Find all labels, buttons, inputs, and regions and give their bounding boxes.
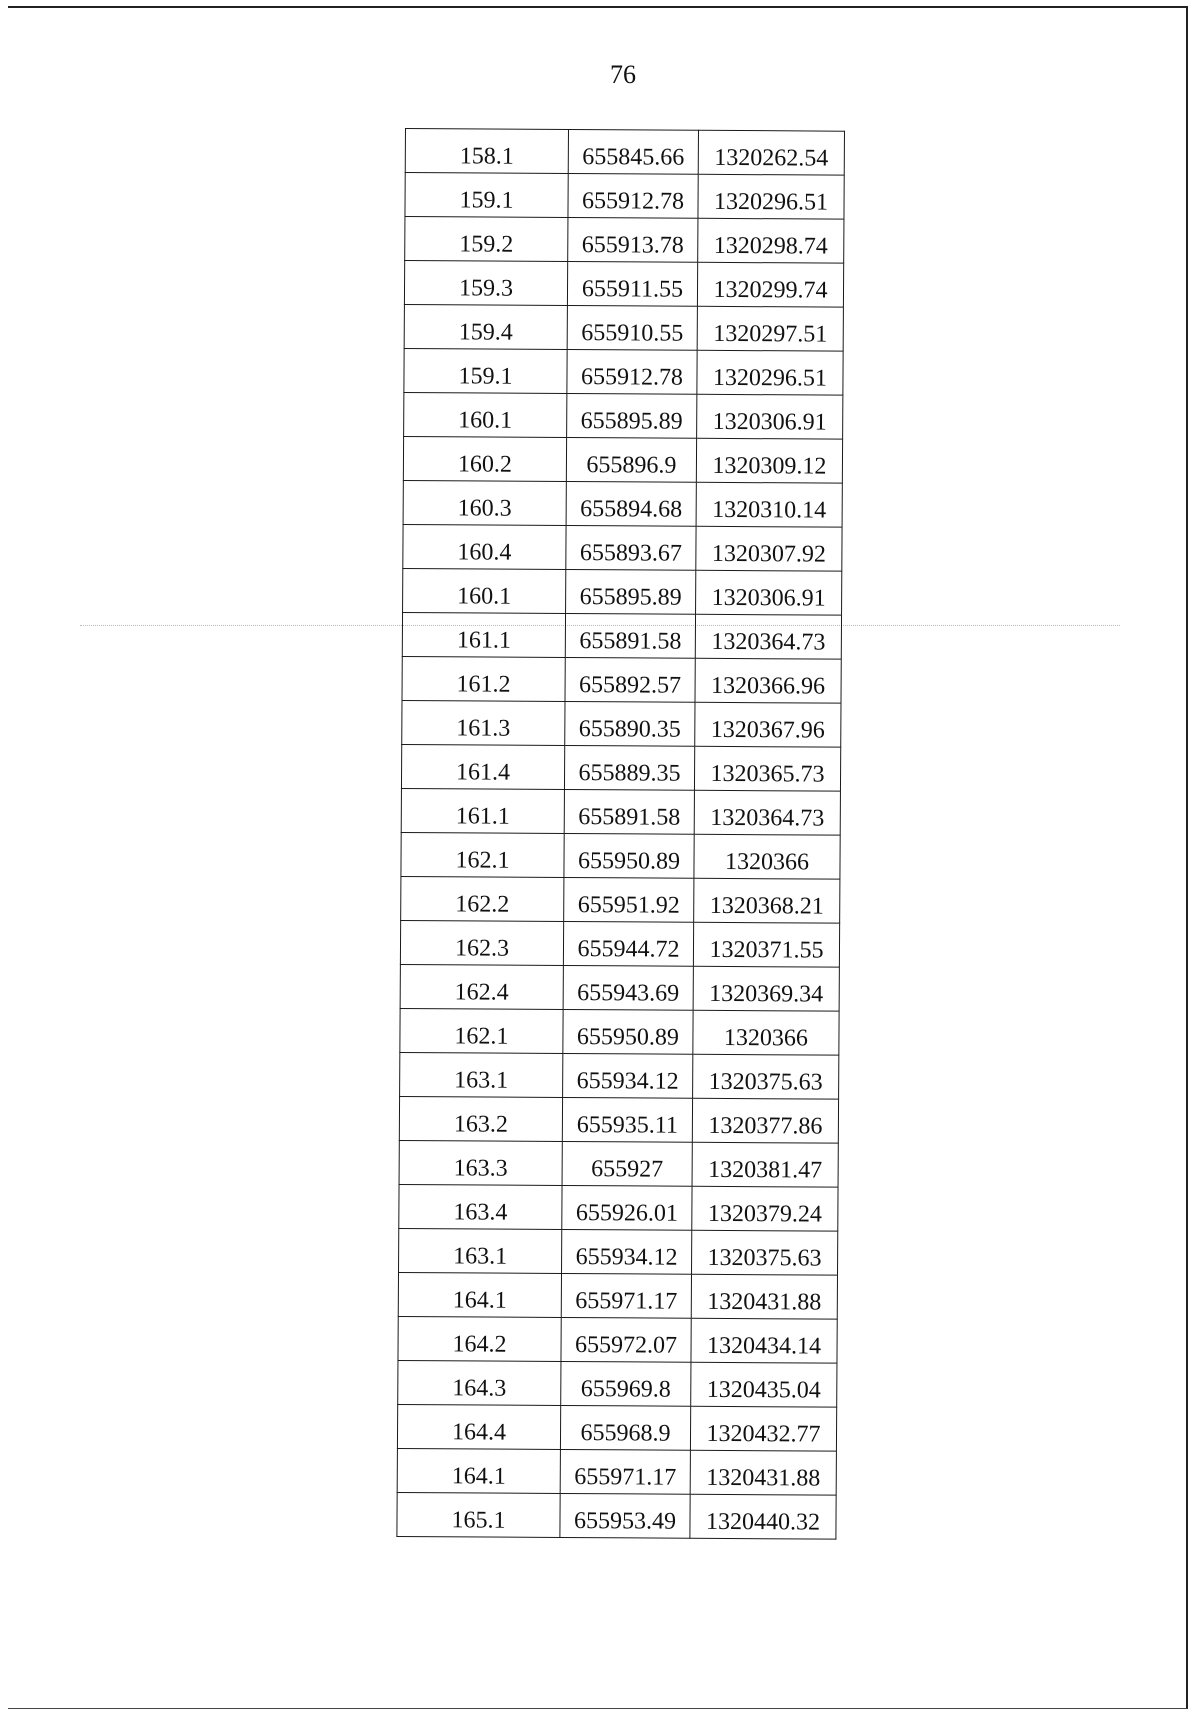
table-row (403, 524, 842, 571)
table-row (399, 1228, 838, 1275)
point-number-cell: 160.4 (403, 524, 566, 569)
coordinate-table (396, 128, 845, 1540)
point-number-cell: 159.3 (404, 261, 567, 306)
x-coordinate-cell: 655950.89 (563, 1009, 693, 1054)
y-coordinate-cell: 1320371.55 (693, 922, 839, 967)
point-number-cell: 162.1 (400, 1008, 563, 1053)
y-coordinate-cell: 1320309.12 (696, 438, 842, 483)
y-coordinate-cell: 1320297.51 (697, 306, 843, 351)
table-row (404, 348, 843, 395)
y-coordinate-cell: 1320296.51 (697, 350, 843, 395)
y-coordinate-cell: 1320435.04 (691, 1362, 837, 1407)
table-row (401, 744, 840, 791)
table-row (401, 876, 840, 923)
table-row (402, 656, 841, 703)
point-number-cell: 161.3 (402, 700, 565, 745)
point-number-cell: 160.1 (404, 392, 567, 437)
table-row (397, 1404, 836, 1451)
point-number-cell: 163.4 (399, 1184, 562, 1229)
table-row (403, 568, 842, 615)
table-row (405, 129, 844, 176)
x-coordinate-cell: 655911.55 (567, 261, 697, 306)
x-coordinate-cell: 655891.58 (565, 613, 695, 658)
y-coordinate-cell: 1320366.96 (695, 658, 841, 703)
x-coordinate-cell: 655926.01 (562, 1185, 692, 1230)
point-number-cell: 160.3 (403, 480, 566, 525)
x-coordinate-cell: 655845.66 (568, 129, 698, 174)
point-number-cell: 163.2 (399, 1096, 562, 1141)
table-row (404, 261, 843, 308)
point-number-cell: 162.3 (400, 920, 563, 965)
point-number-cell: 161.2 (402, 656, 565, 701)
x-coordinate-cell: 655910.55 (567, 305, 697, 350)
point-number-cell: 161.1 (401, 788, 564, 833)
table-row (400, 1052, 839, 1099)
y-coordinate-cell: 1320306.91 (697, 394, 843, 439)
y-coordinate-cell: 1320366 (694, 834, 840, 879)
point-number-cell: 163.3 (399, 1140, 562, 1185)
x-coordinate-cell: 655972.07 (561, 1317, 691, 1362)
table-row (398, 1316, 837, 1363)
point-number-cell: 159.4 (404, 304, 567, 349)
table-row (405, 217, 844, 264)
point-number-cell: 164.1 (398, 1272, 561, 1317)
table-row (397, 1448, 836, 1495)
y-coordinate-cell: 1320298.74 (698, 218, 844, 263)
point-number-cell: 163.1 (400, 1052, 563, 1097)
table-row (402, 700, 841, 747)
y-coordinate-cell: 1320307.92 (696, 526, 842, 571)
point-number-cell: 159.2 (405, 217, 568, 262)
y-coordinate-cell: 1320379.24 (692, 1186, 838, 1231)
y-coordinate-cell: 1320432.77 (690, 1406, 836, 1451)
y-coordinate-cell: 1320299.74 (697, 262, 843, 307)
table-row (399, 1184, 838, 1231)
table-row (404, 392, 843, 439)
point-number-cell: 164.2 (398, 1316, 561, 1361)
point-number-cell: 165.1 (397, 1492, 560, 1537)
x-coordinate-cell: 655912.78 (567, 349, 697, 394)
table-row (399, 1140, 838, 1187)
point-number-cell: 158.1 (405, 129, 568, 174)
y-coordinate-cell: 1320368.21 (694, 878, 840, 923)
table-row (400, 920, 839, 967)
table-row (397, 1492, 836, 1539)
x-coordinate-cell: 655935.11 (562, 1097, 692, 1142)
point-number-cell: 164.3 (398, 1360, 561, 1405)
x-coordinate-cell: 655896.9 (566, 437, 696, 482)
x-coordinate-cell: 655951.92 (564, 877, 694, 922)
table-row (405, 173, 844, 220)
table-row (403, 436, 842, 483)
point-number-cell: 160.2 (403, 436, 566, 481)
x-coordinate-cell: 655892.57 (565, 657, 695, 702)
y-coordinate-cell: 1320369.34 (693, 966, 839, 1011)
x-coordinate-cell: 655927 (562, 1141, 692, 1186)
y-coordinate-cell: 1320306.91 (696, 570, 842, 615)
point-number-cell: 164.4 (397, 1404, 560, 1449)
point-number-cell: 163.1 (399, 1228, 562, 1273)
table-row (401, 788, 840, 835)
y-coordinate-cell: 1320431.88 (690, 1450, 836, 1495)
x-coordinate-cell: 655943.69 (563, 965, 693, 1010)
y-coordinate-cell: 1320262.54 (698, 130, 844, 175)
y-coordinate-cell: 1320381.47 (692, 1142, 838, 1187)
point-number-cell: 162.2 (401, 876, 564, 921)
table-row (398, 1360, 837, 1407)
table-row (398, 1272, 837, 1319)
coordinate-table-body (397, 129, 845, 1540)
x-coordinate-cell: 655891.58 (564, 789, 694, 834)
y-coordinate-cell: 1320377.86 (692, 1098, 838, 1143)
page-number: 76 (610, 60, 636, 89)
table-row (400, 1008, 839, 1055)
x-coordinate-cell: 655895.89 (566, 569, 696, 614)
x-coordinate-cell: 655934.12 (563, 1053, 693, 1098)
table-row (400, 964, 839, 1011)
x-coordinate-cell: 655912.78 (568, 173, 698, 218)
table-row (404, 304, 843, 351)
x-coordinate-cell: 655953.49 (560, 1493, 690, 1538)
point-number-cell: 164.1 (397, 1448, 560, 1493)
point-number-cell: 160.1 (403, 568, 566, 613)
y-coordinate-cell: 1320367.96 (695, 702, 841, 747)
y-coordinate-cell: 1320375.63 (692, 1230, 838, 1275)
y-coordinate-cell: 1320364.73 (694, 790, 840, 835)
y-coordinate-cell: 1320440.32 (690, 1494, 836, 1539)
point-number-cell: 159.1 (405, 173, 568, 218)
y-coordinate-cell: 1320310.14 (696, 482, 842, 527)
y-coordinate-cell: 1320365.73 (694, 746, 840, 791)
x-coordinate-cell: 655944.72 (563, 921, 693, 966)
x-coordinate-cell: 655894.68 (566, 481, 696, 526)
x-coordinate-cell: 655934.12 (562, 1229, 692, 1274)
point-number-cell: 161.4 (401, 744, 564, 789)
y-coordinate-cell: 1320296.51 (698, 174, 844, 219)
table-row (403, 480, 842, 527)
table-row (402, 612, 841, 659)
x-coordinate-cell: 655893.67 (566, 525, 696, 570)
table-row (399, 1096, 838, 1143)
y-coordinate-cell: 1320366 (693, 1010, 839, 1055)
point-number-cell: 162.4 (400, 964, 563, 1009)
x-coordinate-cell: 655895.89 (567, 393, 697, 438)
x-coordinate-cell: 655950.89 (564, 833, 694, 878)
point-number-cell: 159.1 (404, 348, 567, 393)
x-coordinate-cell: 655971.17 (561, 1273, 691, 1318)
x-coordinate-cell: 655890.35 (565, 701, 695, 746)
point-number-cell: 161.1 (402, 612, 565, 657)
x-coordinate-cell: 655968.9 (560, 1405, 690, 1450)
y-coordinate-cell: 1320364.73 (695, 614, 841, 659)
y-coordinate-cell: 1320431.88 (691, 1274, 837, 1319)
x-coordinate-cell: 655889.35 (564, 745, 694, 790)
y-coordinate-cell: 1320434.14 (691, 1318, 837, 1363)
x-coordinate-cell: 655971.17 (560, 1449, 690, 1494)
x-coordinate-cell: 655969.8 (561, 1361, 691, 1406)
point-number-cell: 162.1 (401, 832, 564, 877)
y-coordinate-cell: 1320375.63 (693, 1054, 839, 1099)
x-coordinate-cell: 655913.78 (568, 217, 698, 262)
table-row (401, 832, 840, 879)
